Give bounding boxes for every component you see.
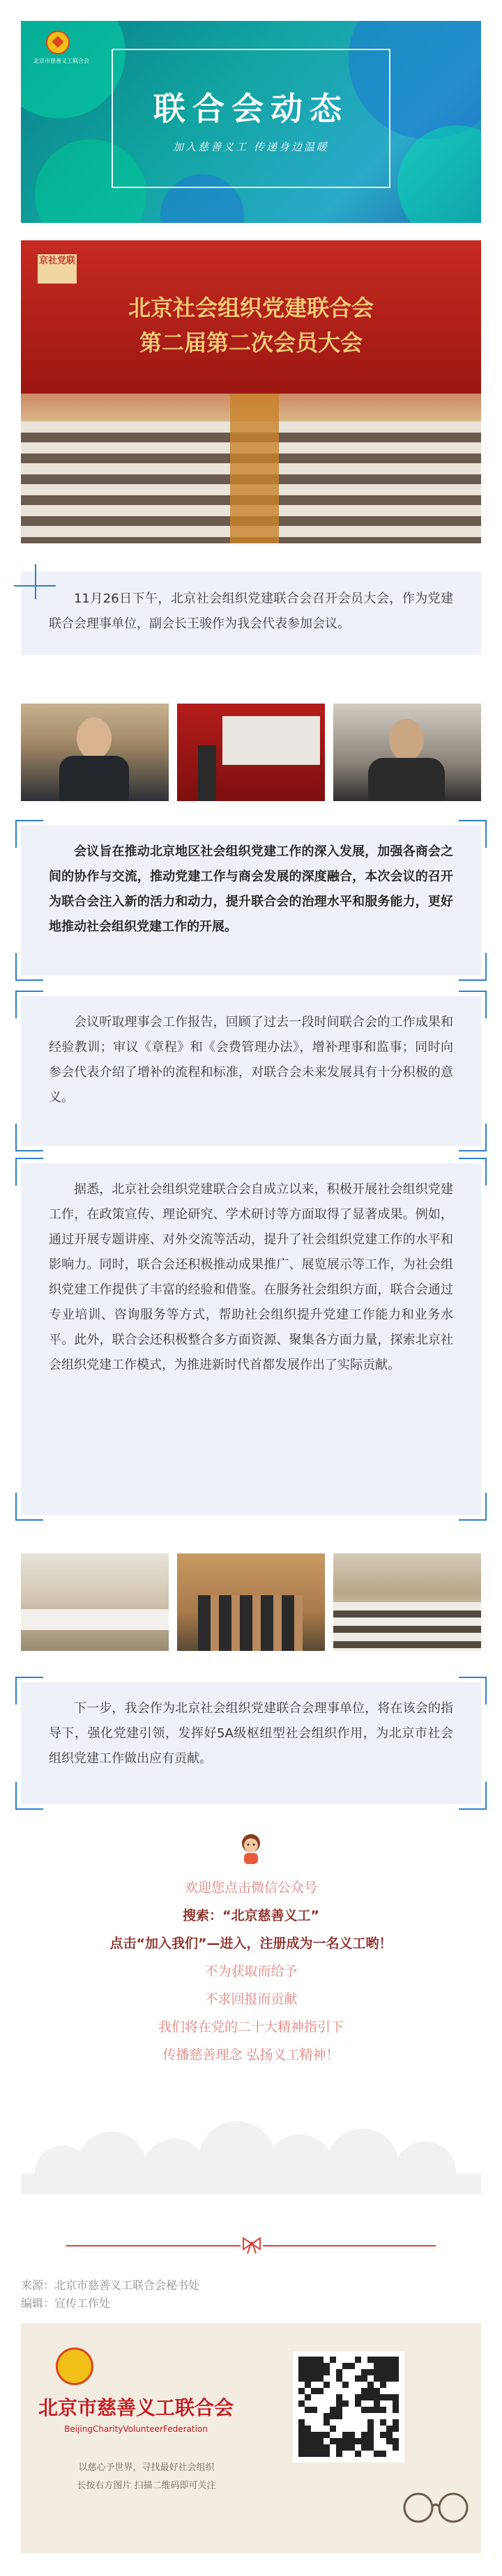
mascot-icon	[237, 1832, 265, 1865]
promo-line-3: 点击“加入我们”—进入，注册成为一名义工哟！	[109, 1936, 393, 1951]
photo-podium	[177, 704, 325, 801]
qr-code[interactable]	[293, 2351, 404, 2462]
emblem-icon	[46, 31, 70, 54]
photo-meeting-room	[21, 1553, 169, 1651]
credits	[21, 2276, 199, 2313]
intro-paragraph: 11月26日下午，北京社会组织党建联合会召开会员大会，作为党建联合会理事单位，副会长王骏作为我会代表参加会议。	[49, 591, 453, 631]
photo-row-1	[21, 704, 481, 801]
photo-title-line2: 第二届第二次会员大会	[139, 329, 363, 356]
footer-card	[21, 2323, 481, 2553]
promo-line-1: 欢迎您点击微信公众号	[184, 1880, 317, 1895]
source-line: 来源：北京市慈善义工联合会秘书处	[21, 2279, 200, 2292]
cloud-decoration	[21, 2118, 481, 2194]
page-subtitle: 加入慈善义工 传递身边温暖	[173, 141, 329, 153]
next-steps-paragraph-box	[21, 1682, 481, 1804]
header-banner	[21, 21, 481, 223]
next-steps-paragraph: 下一步，我会作为北京社会组织党建联合会理事单位，将在该会的指导下，强化党建引领，发挥好5A级枢纽型社会组织作用，为北京市社会组织党建工作做出应有贡献。	[49, 1701, 453, 1766]
agenda-paragraph-box	[21, 996, 481, 1146]
promo-block	[21, 1874, 481, 2069]
footer-slogan-1: 以慈心予世界，寻找最好社会组织	[78, 2462, 215, 2473]
photo-tag: 京社党联	[36, 253, 78, 285]
logo-text: 北京市慈善义工联合会	[33, 58, 89, 64]
photo-title-line1: 北京社会组织党建联合会	[128, 295, 374, 321]
promo-line-5: 不求回报而贡献	[204, 1992, 298, 2007]
editor-line: 编辑：宣传工作处	[21, 2297, 111, 2310]
promo-line-6: 我们将在党的二十大精神指引下	[158, 2019, 344, 2035]
promo-line-7: 传播慈善理念 弘扬义工精神！	[162, 2047, 340, 2063]
purpose-paragraph-box	[21, 825, 481, 975]
promo-line-2: 搜索：“北京慈善义工”	[183, 1908, 319, 1923]
footer-slogan	[49, 2459, 244, 2495]
footer-slogan-2: 长按右方图片 扫描二维码即可关注	[77, 2481, 216, 2491]
ribbon-bow-icon	[241, 2234, 263, 2260]
photo-group	[177, 1553, 325, 1651]
page-title: 联合会动态	[153, 90, 349, 127]
photo-delegate	[333, 704, 481, 801]
photo-row-2	[21, 1553, 481, 1651]
federation-english-name: BeijingCharityVolunteerFederation	[64, 2424, 208, 2434]
agenda-paragraph: 会议听取理事会工作报告，回顾了过去一段时间联合会的工作成果和经验教训；审议《章程》和《会费管理办法》，增补理事和监事；同时向参会代表介绍了增补的流程和标准，对联合会未来发展具有十分积极的意义。	[49, 1015, 453, 1105]
title-frame	[112, 49, 390, 188]
photo-speaker	[21, 704, 169, 801]
federation-emblem-icon	[56, 2348, 93, 2385]
meeting-photo	[21, 240, 481, 543]
federation-name: 北京市慈善义工联合会	[38, 2396, 234, 2419]
purpose-paragraph: 会议旨在推动北京地区社会组织党建工作的深入发展，加强各商会之间的协作与交流，推动党建工作与商会发展的深度融合，本次会议的召开为联合会注入新的活力和动力，提升联合会的治理水平和服务能力，更好地推动社会组织党建工作的开展。	[49, 844, 453, 934]
glasses-icon	[397, 2483, 474, 2525]
promo-line-4: 不为获取而给予	[204, 1964, 298, 1979]
federation-logo	[33, 31, 89, 65]
achievements-paragraph-box	[21, 1163, 481, 1515]
achievements-paragraph: 据悉，北京社会组织党建联合会自成立以来，积极开展社会组织党建工作，在政策宣传、理论研究、学术研讨等方面取得了显著成果。例如，通过开展专题讲座、对外交流等活动，提升了社会组织党建工作的水平和影响力。同时，联合会还积极推动成果推广、展览展示等工作，为社会组织党建工作提供了丰富的经验和借鉴。在服务社会组织方面，联合会通过专业培训、咨询服务等方式，帮助社会组织提升党建工作能力和业务水平。此外，联合会还积极整合多方面资源、聚集各方面力量，探索北京社会组织党建工作模式，为推进新时代首都发展作出了实际贡献。	[49, 1182, 453, 1372]
photo-audience	[333, 1553, 481, 1651]
photo-banner-text	[21, 290, 481, 360]
intro-paragraph-box	[21, 571, 481, 655]
